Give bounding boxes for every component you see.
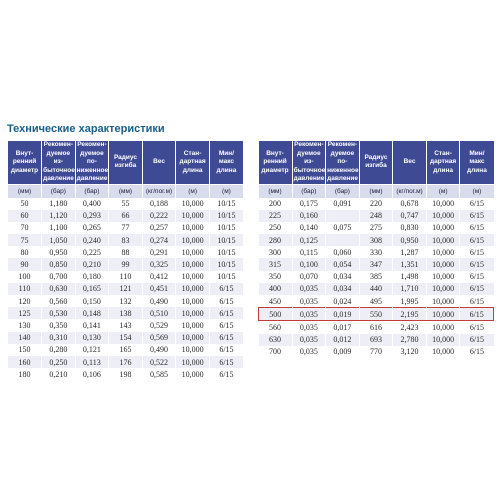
table-cell: 10,000: [426, 271, 460, 283]
table-row: [8, 295, 243, 307]
table-cell: 132: [109, 295, 143, 307]
table-cell: 0,210: [75, 258, 109, 270]
table-cell: 10,000: [176, 271, 210, 283]
table-cell: 143: [109, 319, 143, 331]
table-cell: 125: [8, 307, 42, 319]
table-cell: [326, 234, 360, 246]
table-cell: 0,210: [42, 368, 76, 380]
table-cell: 10,000: [176, 246, 210, 258]
table-row: [259, 271, 494, 283]
table-cell: 10,000: [176, 198, 210, 210]
table-cell: 315: [259, 258, 293, 270]
table-row: [8, 222, 243, 234]
table-cell: 130: [8, 319, 42, 331]
table-cell: 0,100: [292, 258, 326, 270]
table-cell: 6/15: [460, 271, 494, 283]
page-title: Технические характеристики: [7, 123, 165, 135]
table-cell: 2,195: [393, 308, 427, 321]
table-row: [259, 222, 494, 234]
table-cell: 55: [109, 198, 143, 210]
table-row: [8, 271, 243, 283]
table-cell: 6/15: [209, 344, 243, 356]
table-cell: 308: [359, 234, 393, 246]
table-cell: 6/15: [209, 307, 243, 319]
table-cell: 0,106: [75, 368, 109, 380]
table-cell: 6/15: [460, 308, 494, 321]
header-recommended-underpressure: Рекомен-дуемое по-ниженное давление: [327, 141, 359, 182]
table-cell: 440: [359, 283, 393, 295]
table-cell: 0,019: [326, 308, 360, 321]
table-cell: 0,630: [42, 283, 76, 295]
unit-cell: (мм): [8, 184, 42, 198]
table-cell: 0,950: [393, 234, 427, 246]
table-cell: 0,225: [75, 246, 109, 258]
table-cell: 0,293: [75, 210, 109, 222]
table-row: [259, 258, 494, 270]
table-cell: 0,412: [142, 271, 176, 283]
table-cell: 275: [359, 222, 393, 234]
table-cell: 0,035: [292, 334, 326, 346]
table-cell: 165: [109, 344, 143, 356]
table-cell: 3,120: [393, 346, 427, 358]
table-cell: 140: [8, 332, 42, 344]
table-cell: 6/15: [460, 210, 494, 222]
table-cell: 0,400: [75, 198, 109, 210]
unit-cell: (м): [209, 184, 243, 198]
table-cell: 88: [109, 246, 143, 258]
table-cell: 10/15: [209, 234, 243, 246]
table-cell: 0,115: [292, 246, 326, 258]
table-cell: 0,451: [142, 283, 176, 295]
table-cell: 1,120: [42, 210, 76, 222]
unit-cell: (мм): [109, 184, 143, 198]
table-row: [8, 198, 243, 210]
table-cell: 6/15: [209, 319, 243, 331]
table-cell: 0,075: [326, 222, 360, 234]
table-cell: 66: [109, 210, 143, 222]
table-cell: 6/15: [209, 332, 243, 344]
table-cell: 6/15: [209, 283, 243, 295]
table-cell: 0,054: [326, 258, 360, 270]
header-standard-length: Стан-дартная длина: [176, 141, 210, 184]
table-cell: 630: [259, 334, 293, 346]
table-row: [259, 283, 494, 295]
table-cell: 0,265: [75, 222, 109, 234]
table-body-left: [8, 198, 243, 381]
table-cell: 10,000: [426, 222, 460, 234]
table-row: [259, 210, 494, 222]
table-cell: 0,175: [292, 198, 326, 210]
table-cell: 60: [8, 210, 42, 222]
header-weight: Вес: [142, 141, 176, 184]
table-cell: 6/15: [209, 295, 243, 307]
unit-cell: (бар): [326, 184, 360, 198]
table-cell: 10,000: [426, 258, 460, 270]
table-cell: 450: [259, 295, 293, 308]
table-row-highlighted: [259, 308, 494, 321]
table-row: [259, 334, 494, 346]
table-cell: 1,995: [393, 295, 427, 308]
table-cell: 10/15: [209, 222, 243, 234]
table-cell: 1,180: [42, 198, 76, 210]
unit-cell: (кг/пог.м): [393, 184, 427, 198]
table-cell: 0,165: [75, 283, 109, 295]
table-cell: 770: [359, 346, 393, 358]
table-cell: 121: [109, 283, 143, 295]
table-cell: 10,000: [426, 234, 460, 246]
table-cell: 0,530: [42, 307, 76, 319]
table-cell: 0,070: [292, 271, 326, 283]
table-row: [8, 368, 243, 380]
table-cell: 0,490: [142, 344, 176, 356]
table-row: [259, 234, 494, 246]
table-cell: 77: [109, 222, 143, 234]
table-cell: 0,017: [326, 321, 360, 334]
table-cell: 280: [259, 234, 293, 246]
table-cell: 6/15: [460, 295, 494, 308]
table-cell: 0,160: [292, 210, 326, 222]
unit-cell: (бар): [75, 184, 109, 198]
header-bend-radius: Радиус изгиба: [359, 141, 393, 184]
table-cell: 693: [359, 334, 393, 346]
header-row: [259, 141, 494, 184]
header-recommended-overpressure: Рекомен-дуемое из-быточное давление: [43, 141, 75, 182]
unit-cell: (бар): [292, 184, 326, 198]
table-cell: 0,035: [292, 346, 326, 358]
table-row: [259, 246, 494, 258]
table-cell: 0,188: [142, 198, 176, 210]
table-cell: 0,141: [75, 319, 109, 331]
table-cell: 220: [359, 198, 393, 210]
table-cell: 0,325: [142, 258, 176, 270]
spec-table-left: [8, 141, 243, 380]
table-cell: [326, 210, 360, 222]
unit-cell: (кг/пог.м): [142, 184, 176, 198]
table-cell: 0,747: [393, 210, 427, 222]
table-cell: 10,000: [176, 258, 210, 270]
table-cell: 200: [259, 198, 293, 210]
table-cell: 0,700: [42, 271, 76, 283]
header-inner-diameter: Внут-ренний диаметр: [259, 141, 293, 184]
table-cell: 0,035: [292, 295, 326, 308]
table-cell: 0,180: [75, 271, 109, 283]
table-cell: 0,585: [142, 368, 176, 380]
table-cell: 0,012: [326, 334, 360, 346]
table-cell: 0,257: [142, 222, 176, 234]
table-cell: 6/15: [460, 321, 494, 334]
header-min-max-length: Мин/ макс длина: [209, 141, 243, 184]
table-row: [8, 356, 243, 368]
unit-cell: (м): [426, 184, 460, 198]
table-cell: 0,850: [42, 258, 76, 270]
table-cell: 120: [8, 295, 42, 307]
table-cell: 0,222: [142, 210, 176, 222]
table-cell: 225: [259, 210, 293, 222]
table-cell: 2,780: [393, 334, 427, 346]
header-standard-length: Стан-дартная длина: [426, 141, 460, 184]
table-cell: 0,034: [326, 271, 360, 283]
table-cell: 10,000: [426, 334, 460, 346]
table-cell: 0,009: [326, 346, 360, 358]
table-cell: 10,000: [426, 283, 460, 295]
table-row: [8, 258, 243, 270]
table-cell: 0,060: [326, 246, 360, 258]
table-cell: 6/15: [209, 356, 243, 368]
table-cell: 10/15: [209, 198, 243, 210]
table-cell: 0,522: [142, 356, 176, 368]
table-cell: 10,000: [426, 295, 460, 308]
table-cell: 0,121: [75, 344, 109, 356]
table-cell: 0,035: [292, 308, 326, 321]
table-cell: 6/15: [460, 198, 494, 210]
table-row: [8, 319, 243, 331]
table-cell: 138: [109, 307, 143, 319]
table-cell: 550: [359, 308, 393, 321]
unit-cell: (мм): [259, 184, 293, 198]
table-cell: 0,274: [142, 234, 176, 246]
table-cell: 0,024: [326, 295, 360, 308]
table-cell: 1,498: [393, 271, 427, 283]
header-recommended-overpressure: Рекомен-дуемое из-быточное давление: [293, 141, 326, 182]
table-cell: 248: [359, 210, 393, 222]
table-cell: 495: [359, 295, 393, 308]
table-cell: 110: [109, 271, 143, 283]
table-cell: 198: [109, 368, 143, 380]
table-cell: 110: [8, 283, 42, 295]
table-cell: 0,034: [326, 283, 360, 295]
table-cell: 616: [359, 321, 393, 334]
units-row: [8, 184, 243, 198]
table-cell: 0,280: [42, 344, 76, 356]
units-row: [259, 184, 494, 198]
table-cell: 10/15: [209, 210, 243, 222]
table-cell: 350: [259, 271, 293, 283]
table-cell: 400: [259, 283, 293, 295]
table-cell: 10,000: [426, 210, 460, 222]
header-min-max-length: Мин/ макс длина: [460, 141, 494, 184]
table-cell: 6/15: [460, 258, 494, 270]
table-cell: 0,035: [292, 321, 326, 334]
table-cell: 6/15: [460, 334, 494, 346]
table-cell: 1,710: [393, 283, 427, 295]
table-cell: 0,830: [393, 222, 427, 234]
header-inner-diameter: Внут-ренний диаметр: [8, 141, 42, 184]
table-cell: 10,000: [426, 308, 460, 321]
table-row: [8, 246, 243, 258]
table-cell: 1,050: [42, 234, 76, 246]
table-cell: 0,291: [142, 246, 176, 258]
table-cell: 1,351: [393, 258, 427, 270]
table-cell: 180: [8, 368, 42, 380]
table-cell: 176: [109, 356, 143, 368]
table-row: [8, 234, 243, 246]
table-row: [8, 210, 243, 222]
table-cell: 10/15: [209, 258, 243, 270]
table-cell: 10,000: [176, 332, 210, 344]
table-cell: 10,000: [426, 346, 460, 358]
table-cell: 6/15: [209, 368, 243, 380]
table-cell: 10,000: [426, 321, 460, 334]
unit-cell: (мм): [359, 184, 393, 198]
header-recommended-underpressure: Рекомен-дуемое по-ниженное давление: [76, 141, 109, 182]
table-cell: 250: [259, 222, 293, 234]
table-cell: 83: [109, 234, 143, 246]
table-cell: 0,310: [42, 332, 76, 344]
table-cell: 10,000: [176, 210, 210, 222]
table-cell: 160: [8, 356, 42, 368]
table-cell: 0,678: [393, 198, 427, 210]
table-cell: 0,125: [292, 234, 326, 246]
table-cell: 560: [259, 321, 293, 334]
table-cell: 10,000: [176, 307, 210, 319]
table-row: [259, 346, 494, 358]
table-row: [8, 332, 243, 344]
table-row: [259, 198, 494, 210]
unit-cell: (м): [176, 184, 210, 198]
table-cell: 10,000: [176, 319, 210, 331]
table-row: [8, 283, 243, 295]
table-row: [259, 295, 494, 308]
table-cell: 10/15: [209, 246, 243, 258]
table-cell: 0,240: [75, 234, 109, 246]
table-cell: 50: [8, 198, 42, 210]
table-cell: 10,000: [176, 234, 210, 246]
table-cell: 10,000: [176, 222, 210, 234]
unit-cell: (м): [460, 184, 494, 198]
table-cell: 10,000: [176, 356, 210, 368]
table-row: [259, 321, 494, 334]
table-cell: 0,150: [75, 295, 109, 307]
table-cell: 0,113: [75, 356, 109, 368]
table-cell: 0,130: [75, 332, 109, 344]
table-cell: 6/15: [460, 346, 494, 358]
spec-table-right: [258, 141, 494, 358]
table-cell: 0,950: [42, 246, 76, 258]
table-cell: 10/15: [209, 271, 243, 283]
table-cell: 0,250: [42, 356, 76, 368]
table-cell: 0,510: [142, 307, 176, 319]
header-row: [8, 141, 243, 184]
table-cell: 10,000: [176, 295, 210, 307]
table-cell: 10,000: [176, 368, 210, 380]
table-cell: 0,529: [142, 319, 176, 331]
table-cell: 100: [8, 271, 42, 283]
table-row: [8, 344, 243, 356]
table-cell: 0,350: [42, 319, 76, 331]
table-cell: 700: [259, 346, 293, 358]
table-cell: 10,000: [176, 344, 210, 356]
table-cell: 1,287: [393, 246, 427, 258]
table-cell: 347: [359, 258, 393, 270]
table-cell: 0,140: [292, 222, 326, 234]
table-cell: 70: [8, 222, 42, 234]
table-cell: 90: [8, 258, 42, 270]
unit-cell: (бар): [42, 184, 76, 198]
table-cell: 1,100: [42, 222, 76, 234]
table-cell: 80: [8, 246, 42, 258]
table-cell: 0,569: [142, 332, 176, 344]
table-cell: 0,490: [142, 295, 176, 307]
table-cell: 10,000: [426, 246, 460, 258]
header-bend-radius: Радиус изгиба: [109, 141, 143, 184]
table-cell: 500: [259, 308, 293, 321]
table-cell: 10,000: [426, 198, 460, 210]
header-weight: Вес: [393, 141, 427, 184]
table-cell: 10,000: [176, 283, 210, 295]
table-cell: 0,560: [42, 295, 76, 307]
table-cell: 0,035: [292, 283, 326, 295]
table-cell: 6/15: [460, 246, 494, 258]
table-cell: 150: [8, 344, 42, 356]
table-cell: 6/15: [460, 234, 494, 246]
table-cell: 6/15: [460, 222, 494, 234]
table-body-right: [259, 198, 494, 358]
table-cell: 75: [8, 234, 42, 246]
table-cell: 385: [359, 271, 393, 283]
table-row: [8, 307, 243, 319]
table-cell: 0,091: [326, 198, 360, 210]
table-cell: 99: [109, 258, 143, 270]
table-cell: 300: [259, 246, 293, 258]
table-cell: 330: [359, 246, 393, 258]
table-cell: 2,423: [393, 321, 427, 334]
table-cell: 6/15: [460, 283, 494, 295]
table-cell: 0,148: [75, 307, 109, 319]
table-cell: 154: [109, 332, 143, 344]
